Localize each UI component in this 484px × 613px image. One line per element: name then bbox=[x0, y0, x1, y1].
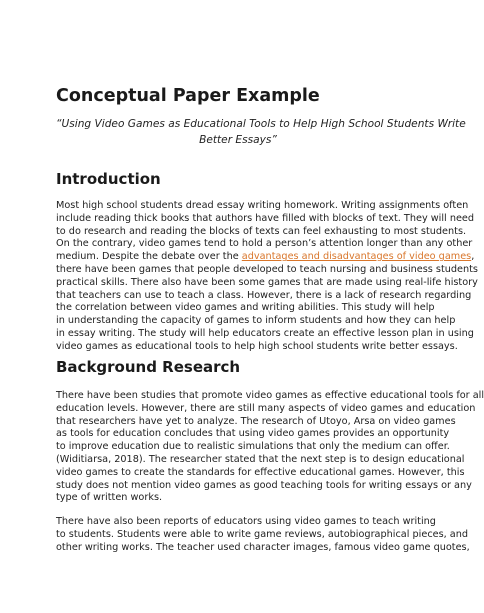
paragraph-line: (Widitiarsa, 2018). The researcher stated that the next step is to design educational bbox=[56, 453, 465, 465]
paragraph-line-with-link bbox=[56, 251, 475, 264]
paragraph-line: other writing works. The teacher used character images, famous video game quotes, bbox=[56, 541, 470, 553]
paragraph-text: medium. Despite the debate over the bbox=[56, 251, 242, 263]
paragraph-line: include reading thick books that authors have filled with blocks of text. They will need bbox=[56, 212, 475, 224]
paragraph-line: Most high school students dread essay writing homework. Writing assignments often bbox=[56, 200, 469, 211]
paragraph-line: practical skills. There also have been some games that are made using real-life history bbox=[56, 276, 478, 288]
paragraph-line: in essay writing. The study will help educators create an effective lesson plan in using bbox=[56, 327, 474, 339]
paragraph-line: type of written works. bbox=[56, 492, 163, 504]
background-paragraph bbox=[56, 390, 484, 505]
paragraph-line: video games as educational tools to help high school students write better essays. bbox=[56, 340, 458, 352]
paragraph-line: the correlation between video games and writing abilities. This study will help bbox=[56, 302, 435, 314]
paragraph-line: On the contrary, video games tend to hold a person’s attention longer than any other bbox=[56, 238, 473, 250]
paper-subtitle bbox=[56, 117, 466, 148]
paragraph-line: education levels. However, there are still many aspects of video games and education bbox=[56, 402, 476, 414]
paragraph-line: video games to create the standards for effective educational games. However, this bbox=[56, 466, 465, 478]
subtitle-line: “Using Video Games as Educational Tools to Help High School Students Write bbox=[56, 118, 466, 130]
paragraph-line: in understanding the capacity of games to inform students and how they can help bbox=[56, 315, 456, 327]
paragraph-line: to do research and reading the blocks of texts can feel exhausting to most students. bbox=[56, 225, 467, 237]
third-paragraph bbox=[56, 516, 470, 554]
paragraph-line: there have been games that people developed to teach nursing and business students bbox=[56, 263, 478, 275]
paragraph-line: study does not mention video games as good teaching tools for writing essays or any bbox=[56, 479, 472, 491]
paragraph-line: There have been studies that promote video games as effective educational tools for all bbox=[56, 390, 484, 401]
paragraph-line: that researchers have yet to analyze. The research of Utoyo, Arsa on video games bbox=[56, 415, 456, 427]
paragraph-line: to students. Students were able to write game reviews, autobiographical pieces, and bbox=[56, 528, 469, 540]
introduction-heading: Introduction bbox=[56, 170, 161, 188]
page-title: Conceptual Paper Example bbox=[56, 86, 320, 106]
introduction-paragraph bbox=[56, 200, 478, 354]
paragraph-line: There have also been reports of educators using video games to teach writing bbox=[56, 516, 436, 527]
subtitle-line: Better Essays” bbox=[199, 133, 277, 146]
paragraph-line: as tools for education concludes that using video games provides an opportunity bbox=[56, 428, 450, 440]
paragraph-text: , bbox=[471, 251, 475, 263]
video-games-pros-cons-link[interactable]: advantages and disadvantages of video games bbox=[241, 251, 472, 263]
paragraph-line: that teachers can use to teach a class. However, there is a lack of research regarding bbox=[56, 289, 472, 301]
paragraph-line: to improve education due to realistic simulations that only the medium can offer. bbox=[56, 441, 450, 453]
background-research-heading: Background Research bbox=[56, 358, 241, 376]
